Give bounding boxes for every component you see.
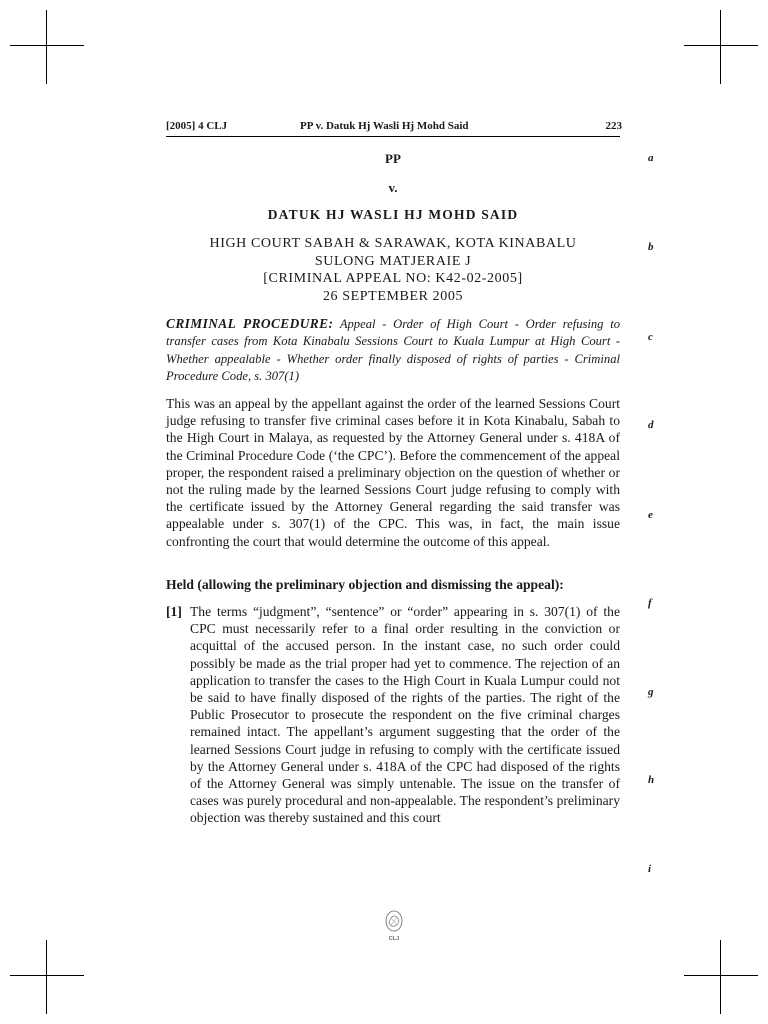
crop-mark (10, 975, 84, 976)
headnote (166, 315, 620, 385)
margin-letter: i (648, 863, 652, 875)
margin-letter: h (648, 774, 655, 786)
crop-mark (684, 975, 758, 976)
court-name: HIGH COURT SABAH & SARAWAK, KOTA KINABALU (209, 236, 577, 251)
clj-logo-text: CLJ (388, 936, 400, 942)
held-heading: Held (allowing the preliminary objection and dismissing the appeal): (166, 577, 564, 592)
holding-item (166, 603, 620, 827)
versus-label: v. (388, 180, 398, 195)
crop-mark (684, 45, 758, 46)
header-citation: [2005] 4 CLJ (166, 120, 228, 132)
margin-letter: e (648, 509, 653, 521)
running-header (166, 120, 620, 136)
clj-emblem-icon (382, 908, 406, 944)
margin-letter: d (648, 419, 654, 431)
crop-mark (10, 45, 84, 46)
crop-mark (46, 940, 47, 1014)
crop-mark (46, 10, 47, 84)
margin-letter: a (648, 152, 654, 164)
judge-name: SULONG MATJERAIE J (314, 253, 472, 269)
appellant-name: PP (385, 151, 401, 166)
headnote-text: Appeal - Order of High Court - Order refusing to transfer cases from Kota Kinabalu Sessions Court to Kuala Lumpur at High Court - Whether appealable - Whether order finally disposed of rights of parties - Criminal Procedure Code, s. 307(1) (166, 317, 621, 383)
respondent-name: DATUK HJ WASLI HJ MOHD SAID (267, 207, 519, 222)
crop-mark (720, 940, 721, 1014)
case-number: [CRIMINAL APPEAL NO: K42-02-2005] (263, 271, 523, 286)
holding-number: [1] (166, 604, 182, 619)
margin-letter: b (648, 241, 654, 253)
margin-letter: g (648, 686, 654, 698)
page-number: 223 (605, 120, 622, 132)
judgment-date: 26 SEPTEMBER 2005 (322, 288, 464, 304)
header-case-name: PP v. Datuk Hj Wasli Hj Mohd Said (300, 120, 469, 132)
header-rule (166, 136, 620, 137)
headnote-lead: CRIMINAL PROCEDURE: (166, 316, 334, 331)
margin-letter: f (648, 597, 652, 609)
case-summary: This was an appeal by the appellant against the order of the learned Sessions Court judge refusing to transfer five criminal cases before it in Kota Kinabalu, Sabah to the High Court in Malaya, as requested by the Attorney General under s. 418A of the Criminal Procedure Code (‘the CPC’). Before the commencement of the appeal proper, the respondent raised a preliminary objection on the question of whether or not the ruling made by the learned Sessions Court judge refusing to comply with the certificate issued by the Attorney General regarding the said transfer was appealable under s. 307(1) of the CPC. This was, in fact, the main issue confronting the court that would determine the outcome of this appeal. (166, 396, 620, 549)
margin-letter: c (648, 331, 653, 343)
court-details (166, 235, 620, 305)
crop-mark (720, 10, 721, 84)
holding-text: The terms “judgment”, “sentence” or “order” appearing in s. 307(1) of the CPC must necessarily refer to a final order resulting in the conviction or acquittal of the accused person. In the instant case, no such order could possibly be made as the trial proper had yet to commence. The rejection of an application to transfer the cases to the High Court in Kuala Lumpur could not be said to have finally disposed of the rights of the parties. The right of the Public Prosecutor to prosecute the respondent on the five criminal charges remained intact. The appellant’s argument suggesting that the order of the learned Sessions Court judge in refusing to comply with the certificate issued by the Attorney General under s. 418A of the CPC had disposed of the rights of the Attorney General was simply untenable. The issue on the transfer of cases was purely procedural and non-appealable. The respondent’s preliminary objection was thereby sustained and this court (190, 604, 620, 826)
